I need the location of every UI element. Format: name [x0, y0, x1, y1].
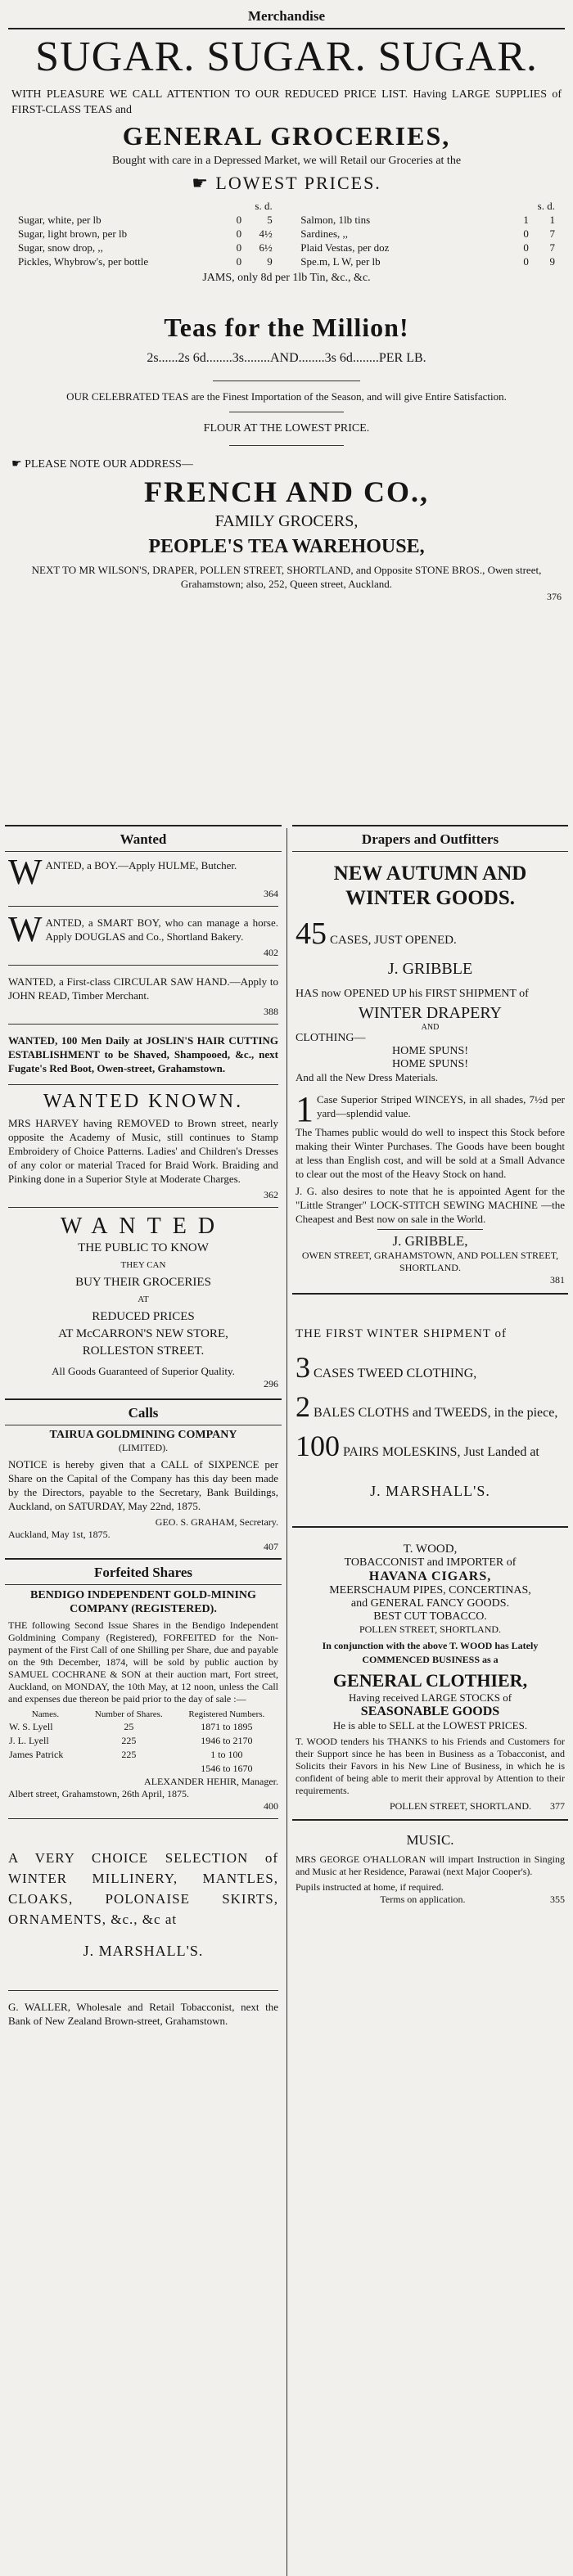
price-name: Spe.m, L W, per lb	[300, 255, 381, 268]
divider	[229, 445, 344, 446]
waller-ad	[0, 1993, 286, 2034]
price-d: 7	[549, 241, 555, 254]
price-name: Sardines, ,,	[300, 227, 349, 240]
m3-number: 3	[296, 1351, 310, 1384]
ref-number: 377	[550, 1800, 565, 1812]
table-cell: 225	[121, 1735, 137, 1746]
price-s: 0	[236, 255, 242, 268]
divider	[8, 28, 565, 29]
marshall-intro: THE FIRST WINTER SHIPMENT of	[296, 1327, 508, 1340]
price-s: 0	[236, 227, 242, 240]
tairua-title: TAIRUA GOLDMINING COMPANY	[49, 1429, 237, 1441]
table-cell	[83, 1762, 175, 1776]
divider	[8, 1990, 278, 1991]
mccarron-line: BUY THEIR GROCERIES	[75, 1276, 211, 1289]
mccarron-line: AT	[138, 1295, 149, 1304]
family-grocers: FAMILY GROCERS,	[214, 512, 359, 530]
mccarron-line: ROLLESTON STREET.	[82, 1344, 205, 1358]
autumn-title: NEW AUTUMN AND WINTER GOODS.	[333, 862, 527, 909]
sugar-title: SUGAR. SUGAR. SUGAR.	[35, 34, 538, 80]
table-cell: J. L. Lyell	[9, 1735, 49, 1746]
price-row	[297, 213, 558, 227]
wood-ad	[287, 1531, 573, 1816]
clothier-sell: He is able to SELL at the LOWEST PRICES.	[332, 1719, 528, 1732]
price-row	[297, 227, 558, 241]
price-name: Sugar, snow drop, ,,	[18, 241, 103, 254]
divider	[8, 1024, 278, 1025]
divider	[377, 1229, 483, 1230]
divider	[292, 1293, 568, 1295]
ref-number: 376	[547, 591, 562, 602]
clothier-received: Having received LARGE STOCKS of	[348, 1691, 512, 1704]
winter-drapery: WINTER DRAPERY	[359, 1004, 502, 1022]
price-row	[15, 213, 276, 227]
tairua-signature: GEO. S. GRAHAM, Secretary.	[155, 1516, 278, 1528]
wanted-ad	[0, 968, 286, 1021]
mccarron-line: THE PUBLIC TO KNOW	[78, 1241, 209, 1254]
music-header: MUSIC.	[406, 1832, 454, 1848]
mccarron-lines	[8, 1240, 278, 1360]
wood-name: T. WOOD,	[403, 1542, 458, 1556]
wood-cigars: HAVANA CIGARS,	[368, 1569, 492, 1583]
price-s: 0	[236, 214, 242, 226]
table-row	[8, 1734, 278, 1748]
ad-text: WANTED, 100 Men Daily at JOSLIN'S HAIR CUTTING ESTABLISHMENT to be Shaved, Shampooed, &c., next Fugate's Red Boot, Owen-street, Grahamstown.	[8, 1034, 278, 1074]
agent-text: J. G. also desires to note that he is appointed Agent for the "Little Stranger" LOCK-STITCH SEWING MACHINE —the Cheapest and Best now on sale in the World.	[296, 1185, 565, 1225]
m2-text: BALES CLOTHS and TWEEDS, in the piece,	[314, 1406, 558, 1420]
table-cell	[8, 1762, 83, 1776]
ref-number: 362	[264, 1189, 278, 1200]
m100-text: PAIRS MOLESKINS, Just Landed at	[343, 1445, 539, 1459]
table-cell: 1 to 100	[210, 1749, 243, 1760]
flour-text: FLOUR AT THE LOWEST PRICE.	[203, 422, 370, 435]
price-s: 0	[523, 255, 529, 268]
price-name: Salmon, 1lb tins	[300, 214, 371, 226]
shares-table	[8, 1709, 278, 1776]
price-s: 0	[236, 241, 242, 254]
calls-header: Calls	[5, 1398, 282, 1425]
ref-number: 381	[550, 1274, 565, 1286]
table-cell: James Patrick	[9, 1749, 64, 1760]
mccarron-line: REDUCED PRICES	[92, 1310, 195, 1323]
ad-text: WANTED, a First-class CIRCULAR SAW HAND.—Apply to JOHN READ, Timber Merchant.	[8, 975, 278, 1002]
table-cell: 225	[121, 1749, 137, 1760]
table-row	[8, 1720, 278, 1734]
price-row	[15, 227, 276, 241]
tairua-text: NOTICE is hereby given that a CALL of SIXPENCE per Share on the Capital of the Company has this day been made by the Directors, payable to the Secretary, Bank Buildings, Auckland, on SATURDAY, May 22nd, 1875.	[8, 1458, 278, 1512]
ad-text: ANTED, a SMART BOY, who can manage a horse. Apply DOUGLAS and Co., Shortland Bakery.	[45, 916, 278, 943]
mccarron-ad	[0, 1210, 286, 1394]
divider	[292, 1526, 568, 1528]
waller-text: G. WALLER, Wholesale and Retail Tobacconist, next the Bank of New Zealand Brown-street, Grahamstown.	[8, 2001, 278, 2027]
divider	[8, 1207, 278, 1208]
shares-header-row	[8, 1709, 278, 1720]
price-row	[15, 241, 276, 254]
marshall-ad	[287, 1298, 573, 1523]
cases-text: CASES, JUST OPENED.	[330, 934, 457, 947]
tea-prices: 2s......2s 6d........3s........AND........3s 6d........PER LB.	[147, 351, 426, 365]
cases-number: 45	[296, 916, 327, 951]
wood-trade: TOBACCONIST and IMPORTER of	[344, 1556, 517, 1569]
homespuns-2: HOME SPUNS!	[392, 1058, 468, 1070]
homespuns-1: HOME SPUNS!	[392, 1045, 468, 1057]
drop-cap: W	[8, 852, 43, 892]
price-name: Sugar, light brown, per lb	[18, 227, 128, 240]
sugar-intro: WITH PLEASURE WE CALL ATTENTION TO OUR REDUCED PRICE LIST. Having LARGE SUPPLIES of FIRST-CLASS TEAS and	[11, 88, 562, 116]
ref-number: 388	[264, 1006, 278, 1017]
mccarron-title: WANTED	[60, 1214, 227, 1239]
m3-text: CASES TWEED CLOTHING,	[314, 1367, 477, 1380]
millinery-firm: J. MARSHALL'S.	[83, 1943, 204, 1959]
case-number: 1	[296, 1089, 314, 1129]
m2-number: 2	[296, 1390, 310, 1423]
music-terms: Terms on application.	[380, 1894, 466, 1905]
ref-number: 400	[264, 1800, 278, 1812]
mccarron-footer: All Goods Guaranteed of Superior Quality.	[52, 1365, 235, 1377]
gribble-signature: J. GRIBBLE,	[392, 1233, 468, 1249]
millinery-ad	[0, 1822, 286, 1988]
drapers-header: Drapers and Outfitters	[292, 825, 568, 852]
price-s: 1	[523, 214, 529, 226]
price-row	[297, 254, 558, 268]
case-text: Case Superior Striped WINCEYS, in all shades, 7½d per yard—splendid value.	[317, 1093, 565, 1119]
sugar-address: NEXT TO MR WILSON'S, DRAPER, POLLEN STREET, SHORTLAND, and Opposite STONE BROS., Owen street, Grahamstown; also, 252, Queen street, Auckland.	[31, 564, 542, 590]
table-cell: 1946 to 2170	[201, 1735, 253, 1746]
gribble-name: J. GRIBBLE	[387, 960, 473, 978]
clothier-intro: In conjunction with the above T. WOOD has Lately COMMENCED BUSINESS as a	[322, 1640, 539, 1665]
wanted-ad	[0, 852, 286, 903]
bendigo-signature: ALEXANDER HEHIR, Manager.	[144, 1776, 278, 1787]
gribble-address: OWEN STREET, GRAHAMSTOWN, AND POLLEN STREET, SHORTLAND.	[301, 1250, 559, 1273]
mccarron-line: AT McCARRON'S NEW STORE,	[58, 1327, 228, 1340]
wanted-ad	[0, 909, 286, 962]
table-cell: 1546 to 1670	[201, 1763, 253, 1774]
tairua-date: Auckland, May 1st, 1875.	[8, 1529, 111, 1540]
bendigo-ad	[0, 1585, 286, 1816]
music-text: MRS GEORGE O'HALLORAN will impart Instruction in Singing and Music at her Residence, Parawai (next Major Cooper's).	[296, 1853, 565, 1877]
ref-number: 355	[550, 1894, 565, 1905]
teas-title: Teas for the Million!	[164, 313, 409, 342]
price-row	[297, 241, 558, 254]
price-d: 4½	[259, 227, 273, 240]
price-d: 7	[549, 227, 555, 240]
right-column	[287, 825, 573, 1909]
address-note: PLEASE NOTE OUR ADDRESS—	[25, 458, 193, 471]
pointing-hand-icon: ☛	[192, 173, 210, 194]
price-d: 9	[549, 255, 555, 268]
millinery-text: A VERY CHOICE SELECTION of WINTER MILLINERY, MANTLES, CLOAKS, POLONAISE SKIRTS, ORNAMENTS, &c., &c at	[8, 1850, 278, 1927]
price-d: 5	[267, 214, 273, 226]
music-pupils: Pupils instructed at home, if required.	[296, 1881, 444, 1893]
wanted-ad	[0, 1027, 286, 1082]
music-ad	[287, 1824, 573, 1909]
divider	[8, 906, 278, 907]
forfeited-header: Forfeited Shares	[5, 1558, 282, 1585]
wanted-known-title: WANTED KNOWN.	[43, 1091, 244, 1112]
bought-text: Bought with care in a Depressed Market, we will Retail our Groceries at the	[111, 155, 462, 167]
ad-text: ANTED, a BOY.—Apply HULME, Butcher.	[45, 859, 237, 871]
and-label: AND	[421, 1023, 440, 1032]
jams-text: JAMS, only 8d per 1lb Tin, &c., &c.	[202, 272, 371, 284]
wood-thanks: T. WOOD tenders his THANKS to his Friends and Customers for their Support since he has been in Business as a Tobacconist, and Solicits their Favors in his New Line of Business, in which he is confident of being able to merit their approval by Attention to their requirements.	[296, 1736, 565, 1796]
ref-number: 364	[264, 888, 278, 899]
wanted-known-text: MRS HARVEY having REMOVED to Brown street, nearly opposite the Academy of Music, still continues to Stamp Embroidery of Choice Patterns. Ladies' and Children's Dresses of any color or material Traced for Braid Work. Braiding and Pinking done in a Superior Style at Moderate Charges.	[8, 1117, 278, 1185]
wood-pipes: MEERSCHAUM PIPES, CONCERTINAS,	[329, 1584, 531, 1596]
ref-number: 402	[264, 947, 278, 958]
tairua-ad	[0, 1425, 286, 1556]
seasonable-goods: SEASONABLE GOODS	[360, 1705, 500, 1718]
tairua-sub: (LIMITED).	[118, 1442, 169, 1453]
price-d: 1	[549, 214, 555, 226]
price-d: 9	[267, 255, 273, 268]
price-list	[0, 199, 573, 268]
firm-name: FRENCH AND CO.,	[143, 475, 429, 508]
wanted-header: Wanted	[5, 825, 282, 852]
tea-warehouse: PEOPLE'S TEA WAREHOUSE,	[148, 536, 425, 557]
wood-signature: POLLEN STREET, SHORTLAND.	[389, 1800, 531, 1812]
wood-fancy: and GENERAL FANCY GOODS.	[350, 1597, 510, 1610]
price-table-right	[297, 199, 558, 268]
table-row	[8, 1748, 278, 1762]
mccarron-line: THEY CAN	[120, 1260, 166, 1270]
bendigo-text: THE following Second Issue Shares in the Bendigo Independent Goldmining Company (Registered), FORFEITED for the Non-payment of the First Call of one Shilling per Share, due and payable on the 9th December, 1874, will be sold by public auction by SAMUEL COCHRANE & SON at their auction mart, Fort street, Auckland, on MONDAY, the 10th May, at 12 noon, unless the Call and expenses due thereon be paid prior to the day of sale :—	[8, 1619, 278, 1705]
price-s: 0	[523, 241, 529, 254]
wanted-known-ad	[0, 1088, 286, 1205]
shares-header-cell: Number of Shares.	[94, 1709, 163, 1719]
clothing: CLOTHING—	[296, 1032, 366, 1044]
general-groceries: GENERAL GROCERIES,	[122, 121, 451, 151]
table-row	[8, 1762, 278, 1776]
drop-cap: W	[8, 909, 43, 949]
gribble-ad	[287, 852, 573, 1290]
clothier-title: GENERAL CLOTHIER,	[332, 1670, 528, 1691]
left-column	[0, 825, 286, 2034]
m100-number: 100	[296, 1430, 340, 1462]
lowest-prices: LOWEST PRICES.	[215, 173, 381, 193]
wood-tobacco: BEST CUT TOBACCO.	[373, 1610, 487, 1623]
table-cell: 1871 to 1895	[201, 1721, 253, 1732]
sugar-ad	[0, 34, 573, 603]
pointing-hand-icon: ☛	[11, 457, 22, 471]
unit-head: s. d.	[537, 200, 555, 212]
thames-text: The Thames public would do well to inspect this Stock before making their Winter Purchases. The Goods have been bought at less than English cost, and will be sold at a Small Advance to clear out the most of the Heavy Stock on hand.	[296, 1126, 565, 1180]
price-row	[15, 254, 276, 268]
dress-materials: And all the New Dress Materials.	[296, 1071, 439, 1083]
table-cell: W. S. Lyell	[9, 1721, 53, 1732]
price-name: Pickles, Whybrow's, per bottle	[18, 255, 149, 268]
unit-head: s. d.	[255, 200, 273, 212]
shares-header-cell: Names.	[31, 1709, 60, 1719]
section-header: Merchandise	[247, 8, 326, 24]
price-s: 0	[523, 227, 529, 240]
price-d: 6½	[259, 241, 273, 254]
wood-street: POLLEN STREET, SHORTLAND.	[359, 1624, 502, 1635]
price-name: Plaid Vestas, per doz	[300, 241, 390, 254]
bendigo-date: Albert street, Grahamstown, 26th April, 1875.	[8, 1788, 189, 1799]
ref-number: 296	[264, 1378, 278, 1389]
price-name: Sugar, white, per lb	[18, 214, 102, 226]
bendigo-title: BENDIGO INDEPENDENT GOLD-MINING COMPANY (REGISTERED).	[30, 1589, 256, 1615]
divider	[292, 1819, 568, 1821]
table-cell: 25	[124, 1721, 134, 1732]
gribble-text: HAS now OPENED UP his FIRST SHIPMENT of	[296, 988, 529, 1000]
marshall-firm: J. MARSHALL'S.	[370, 1483, 490, 1499]
price-table-left	[15, 199, 276, 268]
shares-header-cell: Registered Numbers.	[188, 1709, 265, 1719]
divider	[8, 965, 278, 966]
divider	[8, 1818, 278, 1819]
divider	[8, 1084, 278, 1085]
ref-number: 407	[264, 1541, 278, 1552]
celebrated-text: OUR CELEBRATED TEAS are the Finest Importation of the Season, and will give Entire Satisfaction.	[66, 390, 507, 403]
